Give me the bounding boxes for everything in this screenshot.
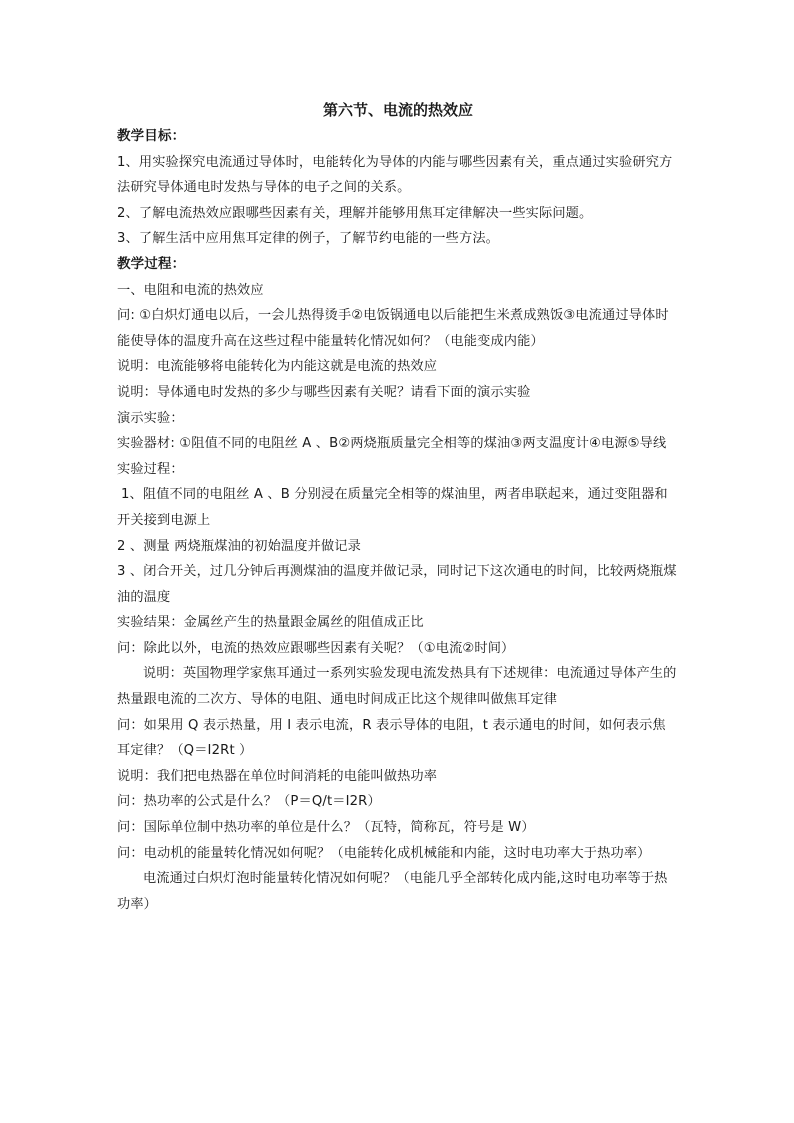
goal-item: 1、用实验探究电流通过导体时，电能转化为导体的内能与哪些因素有关，重点通过实验研究方法研究导体通电时发热与导体的电子之间的关系。 bbox=[117, 154, 673, 196]
paragraph: 问：国际单位制中热功率的单位是什么？（瓦特，简称瓦，符号是 W） bbox=[117, 820, 535, 836]
paragraph: 电流通过白炽灯泡时能量转化情况如何呢？（电能几乎全部转化成内能,这时电功率等于热功率） bbox=[117, 871, 668, 912]
paragraph: 说明：英国物理学家焦耳通过一系列实验发现电流发热具有下述规律：电流通过导体产生的热量跟电流的二次方、导体的电阻、通电时间成正比这个规律叫做焦耳定律 bbox=[117, 666, 677, 708]
paragraph: 说明：导体通电时发热的多少与哪些因素有关呢？请看下面的演示实验 bbox=[117, 384, 531, 400]
goal-item: 2、了解电流热效应跟哪些因素有关，理解并能够用焦耳定律解决一些实际问题。 bbox=[117, 205, 593, 221]
paragraph: 问：电动机的能量转化情况如何呢？（电能转化成机械能和内能，这时电功率大于热功率） bbox=[117, 845, 651, 861]
paragraph: 问：热功率的公式是什么？（P＝Q/t＝I2R） bbox=[117, 794, 381, 810]
goal-item: 3、了解生活中应用焦耳定律的例子，了解节约电能的一些方法。 bbox=[117, 231, 499, 247]
paragraph: 3 、闭合开关，过几分钟后再测煤油的温度并做记录，同时记下这次通电的时间，比较两烧瓶煤油的温度 bbox=[117, 564, 677, 605]
document-title: 第六节、电流的热效应 bbox=[322, 101, 473, 119]
paragraph: 2 、测量 两烧瓶煤油的初始温度并做记录 bbox=[117, 538, 361, 554]
paragraph: 1、阻值不同的电阻丝 A 、B 分别浸在质量完全相等的煤油里，两者串联起来，通过变阻器和开关接到电源上 bbox=[117, 487, 668, 528]
paragraph: 说明：我们把电热器在单位时间消耗的电能叫做热功率 bbox=[117, 768, 438, 784]
paragraph: 问: ①白炽灯通电以后，一会儿热得烫手②电饭锅通电以后能把生米煮成熟饭③电流通过导体时能使导体的温度升高在这些过程中能量转化情况如何？（电能变成内能） bbox=[117, 308, 669, 349]
goals-heading: 教学目标： bbox=[117, 128, 186, 144]
paragraph: 问：如果用 Q 表示热量，用 I 表示电流，R 表示导体的电阻，t 表示通电的时间，如何表示焦耳定律？（Q＝I2Rt ） bbox=[117, 717, 666, 759]
section-heading: 一、电阻和电流的热效应 bbox=[117, 282, 264, 298]
paragraph: 实验结果：金属丝产生的热量跟金属丝的阻值成正比 bbox=[117, 615, 424, 631]
paragraph: 演示实验： bbox=[117, 410, 184, 426]
paragraph: 问：除此以外，电流的热效应跟哪些因素有关呢？（①电流②时间） bbox=[117, 640, 515, 656]
document-body bbox=[117, 98, 679, 917]
paragraph: 实验过程： bbox=[117, 461, 184, 477]
process-heading: 教学过程： bbox=[117, 255, 186, 272]
paragraph: 说明：电流能够将电能转化为内能这就是电流的热效应 bbox=[117, 359, 438, 375]
paragraph: 实验器材: ①阻值不同的电阻丝 A 、B②两烧瓶质量完全相等的煤油③两支温度计④电源⑤导线 bbox=[117, 436, 667, 452]
